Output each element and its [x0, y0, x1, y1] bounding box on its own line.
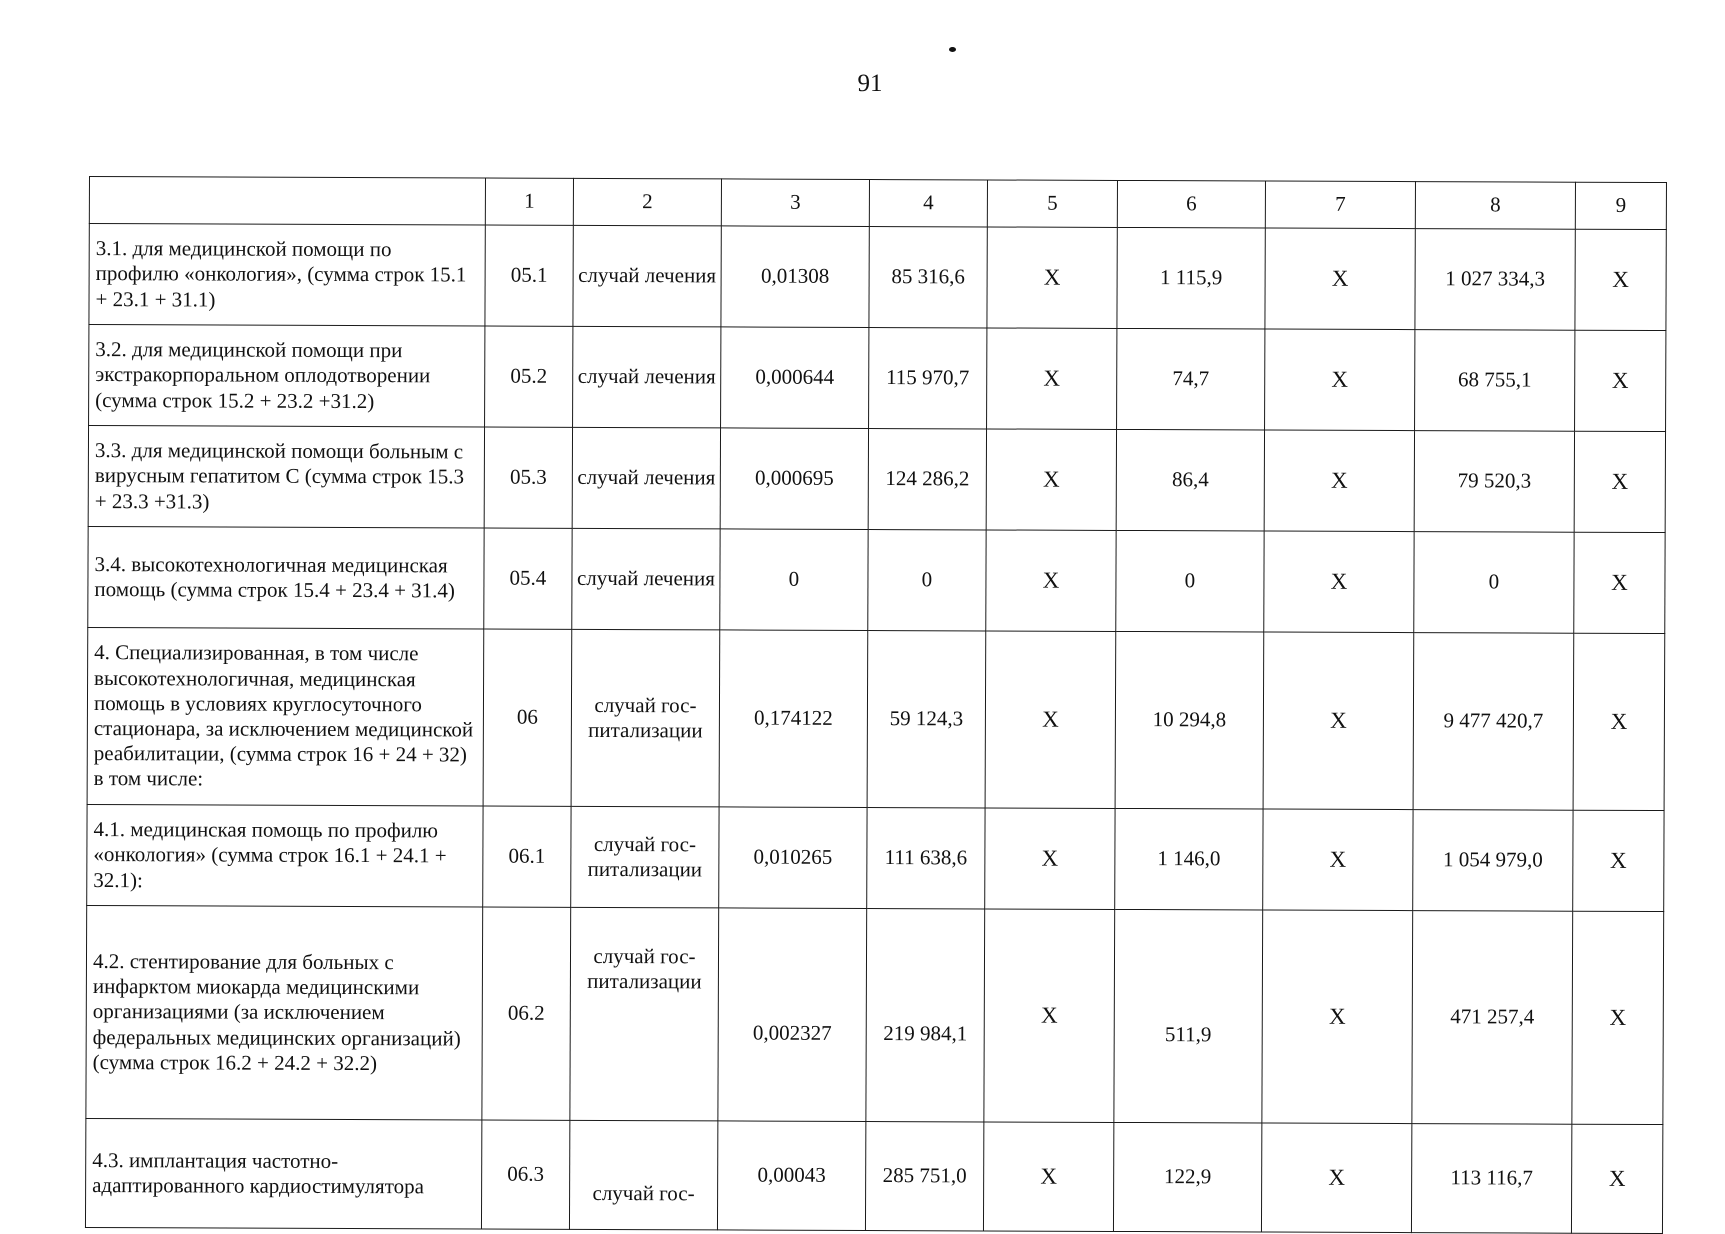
row-c9: X: [1572, 911, 1664, 1124]
row-c7: X: [1264, 531, 1414, 633]
row-c5: X: [984, 909, 1115, 1122]
row-c7: X: [1264, 430, 1414, 532]
row-c6: 86,4: [1116, 429, 1264, 531]
row-c4: 59 124,3: [867, 630, 986, 807]
table-row: [88, 426, 1665, 533]
header-cell: 4: [869, 179, 987, 226]
row-c7: X: [1265, 329, 1415, 431]
row-c8: 0: [1414, 532, 1574, 634]
row-c8: 9 477 420,7: [1413, 633, 1574, 811]
row-c5: X: [987, 328, 1117, 429]
header-cell: 9: [1575, 182, 1666, 229]
row-c9: X: [1574, 532, 1665, 633]
row-c7: X: [1261, 1123, 1411, 1233]
table-row: [85, 1118, 1662, 1233]
row-c3: 0,002327: [718, 908, 867, 1122]
row-code: 05.4: [484, 528, 572, 629]
row-c3: 0,000695: [720, 428, 868, 530]
row-c6: 10 294,8: [1115, 631, 1264, 809]
row-c9: X: [1575, 229, 1666, 330]
row-unit: случай гос-питализации: [571, 629, 720, 807]
row-c5: X: [986, 429, 1116, 530]
row-c6: 1 115,9: [1117, 227, 1265, 329]
row-name: 3.1. для медицинской помощи по профилю «онкология», (сумма строк 15.1 + 23.1 + 31.1): [89, 224, 485, 327]
row-code: 06: [483, 629, 572, 806]
row-c9: X: [1571, 1124, 1662, 1233]
row-c3: 0,00043: [717, 1121, 865, 1231]
row-code: 06.1: [483, 806, 571, 907]
row-unit: случай лечения: [573, 326, 721, 428]
table-row: [89, 325, 1666, 432]
header-cell: 5: [987, 180, 1117, 227]
page-number: 91: [857, 70, 883, 97]
header-cell: 3: [721, 179, 869, 227]
row-c8: 68 755,1: [1415, 330, 1575, 432]
row-c8: 113 116,7: [1411, 1124, 1571, 1234]
row-c4: 0: [868, 529, 986, 630]
table-row: [88, 526, 1665, 633]
row-c3: 0: [720, 529, 868, 631]
row-c9: X: [1573, 810, 1664, 911]
row-c4: 285 751,0: [865, 1121, 983, 1230]
row-c6: 74,7: [1117, 328, 1265, 430]
row-code: 05.3: [484, 427, 572, 528]
row-c5: X: [985, 808, 1115, 909]
row-c4: 124 286,2: [868, 428, 986, 529]
row-c7: X: [1263, 809, 1413, 911]
row-c7: X: [1265, 228, 1415, 330]
row-c6: 511,9: [1114, 909, 1263, 1123]
row-c9: X: [1574, 431, 1665, 532]
table-header-row: [89, 177, 1666, 230]
header-cell: [89, 177, 485, 226]
row-name: 3.4. высокотехнологичная медицинская помощь (сумма строк 15.4 + 23.4 + 31.4): [88, 526, 484, 629]
row-unit: случай гос-питализации: [571, 806, 719, 908]
row-name: 3.3. для медицинской помощи больным с вирусным гепатитом С (сумма строк 15.3 + 23.3 +31.3): [88, 426, 484, 529]
header-cell: 7: [1265, 181, 1415, 229]
row-c4: 219 984,1: [866, 908, 985, 1121]
row-code: 05.1: [485, 225, 573, 326]
header-cell: 8: [1415, 182, 1575, 230]
row-c9: X: [1575, 330, 1666, 431]
row-unit: случай гос-питализации: [570, 907, 719, 1121]
table-row: [86, 905, 1664, 1124]
row-c8: 79 520,3: [1414, 431, 1574, 533]
row-c5: X: [985, 631, 1116, 808]
row-c4: 85 316,6: [869, 226, 987, 327]
table-row: [87, 804, 1664, 911]
table-row: [87, 627, 1665, 810]
ink-dot: [949, 47, 956, 52]
row-c6: 1 146,0: [1115, 808, 1263, 910]
row-code: 06.3: [481, 1120, 569, 1229]
row-c4: 111 638,6: [867, 807, 985, 908]
row-code: 06.2: [482, 907, 571, 1120]
row-unit: случай лечения: [573, 225, 721, 327]
row-c3: 0,01308: [721, 226, 869, 328]
row-c5: X: [983, 1122, 1113, 1231]
row-name: 4. Специализированная, в том числе высокотехнологичная, медицинская помощь в условиях круглосуточного стационара, за исключением медицинской реабилитации, (сумма строк 16 + 24 + 32) в том числе:: [87, 627, 484, 806]
header-cell: 1: [485, 178, 573, 225]
row-c5: X: [987, 227, 1117, 328]
row-c3: 0,000644: [721, 327, 869, 429]
row-c9: X: [1573, 633, 1665, 810]
table-row: [89, 224, 1666, 331]
row-c8: 1 054 979,0: [1413, 810, 1573, 912]
row-c3: 0,174122: [719, 630, 868, 808]
row-unit: случай лечения: [572, 427, 720, 529]
row-name: 3.2. для медицинской помощи при экстракорпоральном оплодотворении (сумма строк 15.2 + 23.2 +31.2): [89, 325, 485, 428]
data-table: [85, 176, 1667, 1234]
header-cell: 6: [1117, 180, 1265, 228]
row-c6: 0: [1116, 530, 1264, 632]
row-name: 4.3. имплантация частотно-адаптированного кардиостимулятора: [85, 1118, 481, 1229]
row-unit: случай гос-: [569, 1120, 717, 1230]
row-code: 05.2: [485, 326, 573, 427]
row-c5: X: [986, 530, 1116, 631]
row-c7: X: [1263, 632, 1414, 810]
row-c3: 0,010265: [719, 807, 867, 909]
row-name: 4.2. стентирование для больных с инфарктом миокарда медицинскими организациями (за исключением федеральных медицинских организаций) (сумма строк 16.2 + 24.2 + 32.2): [86, 905, 483, 1120]
header-cell: 2: [573, 178, 721, 226]
row-c6: 122,9: [1113, 1122, 1261, 1232]
row-c4: 115 970,7: [869, 327, 987, 428]
row-name: 4.1. медицинская помощь по профилю «онкология» (сумма строк 16.1 + 24.1 + 32.1):: [87, 804, 483, 907]
row-unit: случай лечения: [572, 528, 720, 630]
row-c8: 1 027 334,3: [1415, 229, 1575, 331]
row-c8: 471 257,4: [1412, 911, 1573, 1125]
row-c7: X: [1262, 910, 1413, 1124]
